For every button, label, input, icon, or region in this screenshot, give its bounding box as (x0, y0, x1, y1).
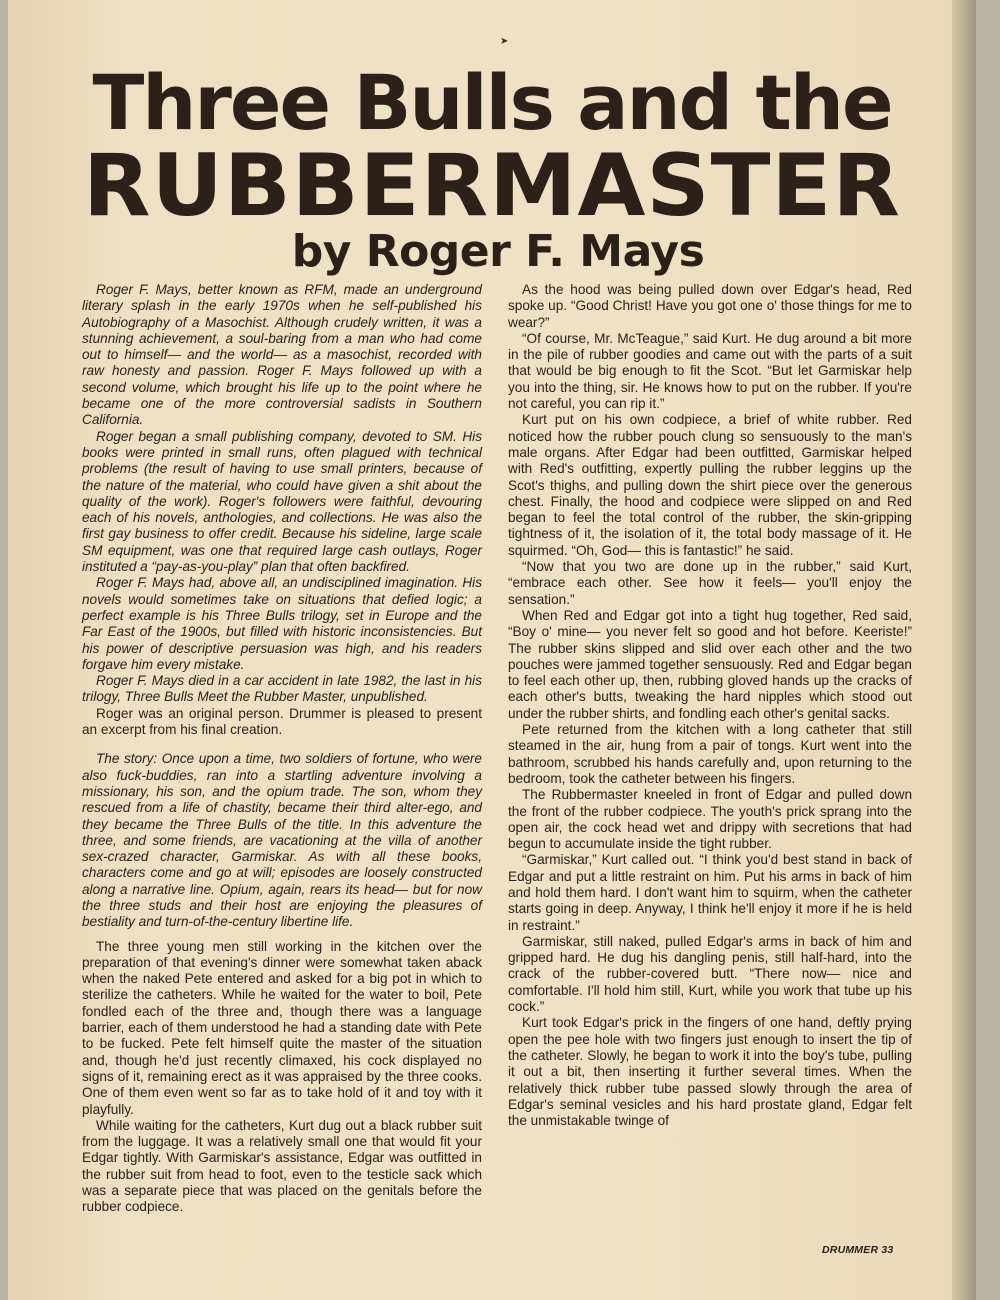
story-paragraph: When Red and Edgar got into a tight hug together, Red said, “Boy o' mine— you never felt so good and hot before. Keeriste!” The rubber skins slipped and slid over each other and the two pouches were jammed together sensuously. Red and Edgar began to feel each other up, then, rubbing gloved hands up the cracks of each other's butts, tweaking the hard nipples which stood out under the rubber shirts, and fondling each other's genital sacks. (508, 607, 912, 721)
story-paragraph: While waiting for the catheters, Kurt dug out a black rubber suit from the luggage. It was a relatively small one that would fit your Edgar tightly. With Garmiskar's assistance, Edgar was outfitted in the rubber suit from head to foot, even to the testicle sack which was a separate piece that was placed on the genitals before the rubber codpiece. (82, 1117, 482, 1215)
author-introduction (82, 282, 482, 931)
story-paragraph: As the hood was being pulled down over Edgar's head, Red spoke up. “Good Christ! Have you got one o' those things for me to wear?” (508, 282, 912, 330)
intro-paragraph: Roger F. Mays had, above all, an undisciplined imagination. His novels would sometimes take on situations that defied logic; a perfect example is his Three Bulls trilogy, set in Europe and the Far East of the 1900s, but filled with historic inconsistencies. But his power of descriptive persuasion was high, and his readers forgave him every mistake. (82, 575, 482, 672)
story-paragraph: The three young men still working in the kitchen over the preparation of that evening's dinner were somewhat taken aback when the naked Pete entered and asked for a big pot in which to sterilize the catheters. While he waited for the water to boil, Pete fondled each of the three and, though there was a language barrier, each of them understood he had a standing date with Pete to be fucked. Pete felt himself quite the master of the situation and, though he'd just recently climaxed, his cock displayed no signs of it, remaining erect as it was appraised by the three cooks. One of them even went so far as to take hold of it and toy with it playfully. (82, 938, 482, 1117)
story-paragraph: Pete returned from the kitchen with a long catheter that still steamed in the air, hung from a pair of tongs. Kurt went into the bathroom, scrubbed his hands carefully and, upon returning to the bedroom, took the catheter between his fingers. (508, 722, 912, 786)
title-line-1: Three Bulls and the (92, 58, 892, 147)
left-column (82, 282, 482, 1216)
story-paragraph: Kurt put on his own codpiece, a brief of white rubber. Red noticed how the rubber pouch clung so sensuously to the man's male organs. After Edgar had been outfitted, Garmiskar helped with Red's outfitting, expertly pulling the rubber leggins up the Scot's thighs, and pulling down the shirt piece over the generous chest. Finally, the hood and codpiece were slipped on and Red began to feel the total control of the rubber, the skin-gripping tightness of it, the isolation of it, the total body massage of it. He squirmed. “Oh, God— this is fantastic!” he said. (508, 412, 912, 558)
story-paragraph: Kurt took Edgar's prick in the fingers of one hand, deftly prying open the pee hole with two fingers just enough to insert the tip of the catheter. Slowly, he began to work it into the boy's tube, pulling it out a bit, then inserting it further several times. When the relatively thick rubber tube passed slowly through the area of Edgar's seminal vesicles and his hard prostate gland, Edgar felt the unmistakable twinge of (508, 1015, 912, 1129)
story-paragraph: “Now that you two are done up in the rubber,” said Kurt, “embrace each other. See how it feels— you'll enjoy the sensation.” (508, 559, 912, 607)
title-line-2: RUBBERMASTER (83, 136, 901, 236)
story-paragraph: “Of course, Mr. McTeague,” said Kurt. He dug around a bit more in the pile of rubber goodies and came out with the parts of a suit that would be big enough to fit the Scot. “But let Garmiskar help you into the thing, sir. He knows how to put on the rubber. If you're not careful, you can rip it.” (508, 330, 912, 412)
right-column (508, 282, 912, 1129)
story-paragraph: “Garmiskar,” Kurt called out. “I think you'd best stand in back of Edgar and put a little restraint on him. Put his arms in back of him and hold them hard. I don't want him to squirm, when the catheter starts going in deep. Anyway, I think he'll enjoy it more if he is held in restraint.” (508, 852, 912, 933)
intro-paragraph: Roger F. Mays died in a car accident in late 1982, the last in his trilogy, Three Bulls Meet the Rubber Master, unpublished. (82, 673, 482, 705)
story-paragraph: The Rubbermaster kneeled in front of Edgar and pulled down the front of the rubber codpiece. The youth's prick sprang into the open air, the cock head wet and drippy with secretions that had begun to accumulate inside the tight rubber. (508, 787, 912, 852)
intro-paragraph: Roger began a small publishing company, devoted to SM. His books were printed in small runs, often plagued with technical problems (the result of having to use small printers, because of the nature of the material, who could have given a shit about the quality of the work). Roger's followers were faithful, devouring each of his novels, anthologies, and collections. He was also the first gay business to offer credit. Because his sideline, large scale SM equipment, was one that required large cash outlays, Roger instituted a “pay-as-you-play” plan that often backfired. (82, 428, 482, 575)
story-introduction: The story: Once upon a time, two soldiers of fortune, who were also fuck-buddies, ran into a startling adventure involving a missionary, his son, and the opium trade. The son, whom they rescued from a life of chastity, became their third alter-ego, and they became the Three Bulls of the title. In this adventure the three, and some friends, are vacationing at the villa of another sex-crazed character, Garmiskar. As with all these books, characters come and go at will; episodes are loosely constructed along a narrative line. Opium, again, rears its head— but for now the three studs and their host are enjoying the pleasures of bestiality and turn-of-the-century libertine life. (82, 751, 482, 930)
ink-mark: ➤ (500, 36, 509, 47)
page-footer: DRUMMER 33 (822, 1244, 894, 1256)
magazine-page (8, 0, 976, 1300)
story-paragraph: Garmiskar, still naked, pulled Edgar's arms in back of him and gripped hard. He dug his dangling penis, still half-hard, into the crack of the rubber-covered butt. “There now— nice and comfortable. I'll hold him still, Kurt, while you work that tube up his cock.” (508, 933, 912, 1015)
intro-paragraph: Roger F. Mays, better known as RFM, made an underground literary splash in the early 1970s when he self-published his Autobiography of a Masochist. Although crudely written, it was a stunning achievement, a soul-baring from a man who had come out to himself— and the world— as a masochist, recorded with raw honesty and passion. Roger F. Mays followed up with a second volume, which brought his life up to the point where he became one of the more controversial sadists in Southern California. (82, 282, 482, 428)
byline: by Roger F. Mays (291, 226, 705, 277)
intro-paragraph: Roger was an original person. Drummer is pleased to present an excerpt from his final creation. (82, 705, 482, 738)
